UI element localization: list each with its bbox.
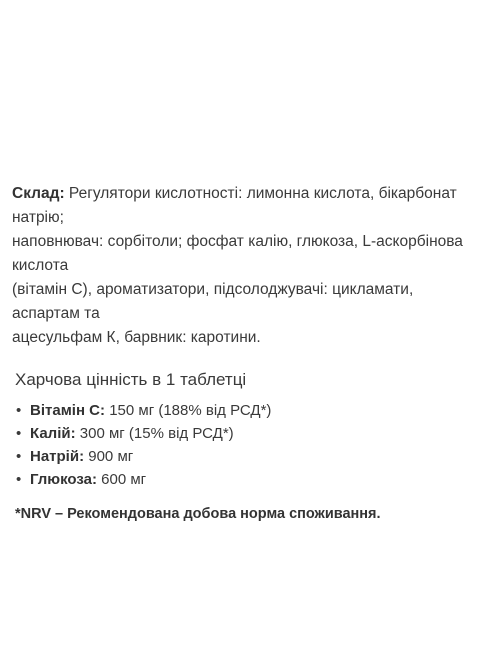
nutrition-item-value: 300 мг (15% від РСД*)	[79, 425, 234, 442]
nutrition-item-vitamin-c	[12, 400, 474, 422]
nutrition-item-value: 600 мг	[101, 471, 147, 488]
product-description	[12, 182, 474, 525]
nutrition-item-sodium	[12, 446, 474, 468]
nutrition-item-glucose	[12, 469, 474, 491]
composition-line-3: (вітамін С), ароматизатори, підсолоджувачі: цикламати, аспартам та	[12, 281, 414, 322]
nutrition-item-potassium	[12, 423, 474, 445]
nutrition-item-value: 150 мг (188% від РСД*)	[109, 402, 272, 419]
bullet-icon: •	[16, 471, 22, 488]
bullet-icon: •	[16, 448, 22, 465]
nrv-footnote: *NRV – Рекомендована добова норма споживання.	[15, 506, 381, 522]
nutrition-item-name: Глюкоза:	[30, 471, 97, 488]
nutrition-item-name: Вітамін С:	[30, 402, 106, 419]
composition-line-2: наповнювач: сорбітоли; фосфат калію, глюкоза, L-аскорбінова кислота	[12, 233, 463, 274]
nutrition-item-name: Натрій:	[30, 448, 85, 465]
nutrition-title: Харчова цінність в 1 таблетці	[15, 370, 247, 389]
bullet-icon: •	[16, 402, 22, 419]
nutrition-item-name: Калій:	[30, 425, 76, 442]
nutrition-item-value: 900 мг	[88, 448, 134, 465]
composition-label: Склад:	[12, 185, 65, 202]
composition-paragraph	[12, 182, 474, 350]
composition-line-1: Регулятори кислотності: лимонна кислота, бікарбонат натрію;	[12, 185, 457, 226]
nutrition-list	[12, 400, 474, 491]
composition-line-4: ацесульфам К, барвник: каротини.	[12, 329, 261, 346]
bullet-icon: •	[16, 425, 22, 442]
